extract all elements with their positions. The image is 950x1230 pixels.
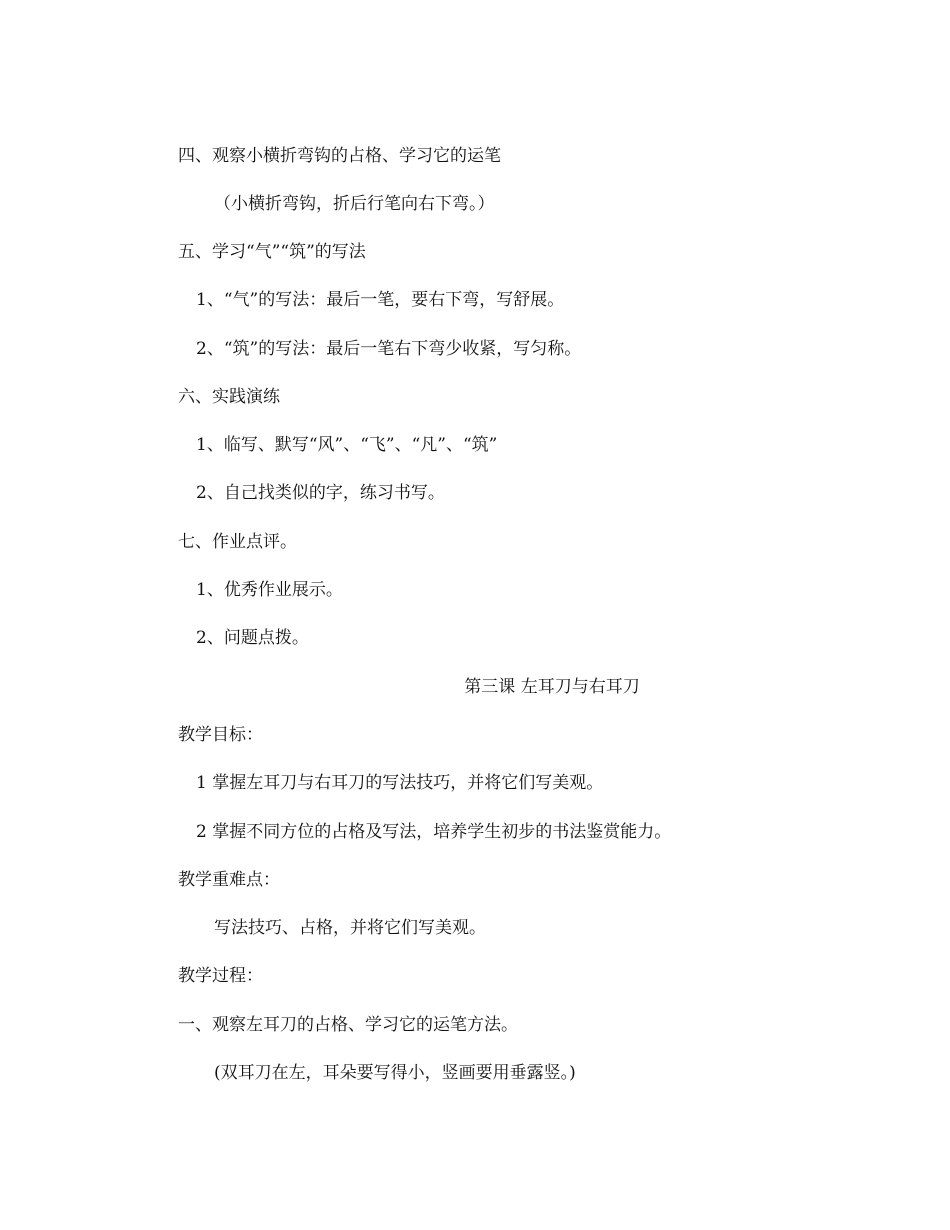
list-item: 2、自己找类似的字，练习书写。 xyxy=(196,483,445,503)
note-text: （小横折弯钩，折后行笔向右下弯。） xyxy=(214,194,495,214)
list-item: 1、临写、默写“风”、“飞”、“凡”、“筑” xyxy=(196,435,498,455)
list-item: 2、问题点拨。 xyxy=(196,628,309,648)
body-text: 写法技巧、占格，并将它们写美观。 xyxy=(214,918,486,938)
note-text: (双耳刀在左，耳朵要写得小，竖画要用垂露竖。) xyxy=(214,1063,576,1083)
section-heading: 七、作业点评。 xyxy=(178,532,297,552)
list-item: 1、优秀作业展示。 xyxy=(196,580,343,600)
lesson-title: 第三课 左耳刀与右耳刀 xyxy=(464,677,640,697)
list-item: 1、“气”的写法：最后一笔，要右下弯，写舒展。 xyxy=(196,290,565,310)
list-item: 2、“筑”的写法：最后一笔右下弯少收紧，写匀称。 xyxy=(196,339,582,359)
section-heading: 一、观察左耳刀的占格、学习它的运笔方法。 xyxy=(178,1015,518,1035)
list-item: 1 掌握左耳刀与右耳刀的写法技巧，并将它们写美观。 xyxy=(196,773,604,793)
section-heading: 教学过程： xyxy=(178,966,263,986)
section-heading: 六、实践演练 xyxy=(178,387,280,407)
section-heading: 五、学习“气”“筑”的写法 xyxy=(178,242,366,262)
section-heading: 四、观察小横折弯钩的占格、学习它的运笔 xyxy=(178,146,501,166)
section-heading: 教学重难点： xyxy=(178,870,280,890)
section-heading: 教学目标： xyxy=(178,725,263,745)
list-item: 2 掌握不同方位的占格及写法，培养学生初步的书法鉴赏能力。 xyxy=(196,822,672,842)
